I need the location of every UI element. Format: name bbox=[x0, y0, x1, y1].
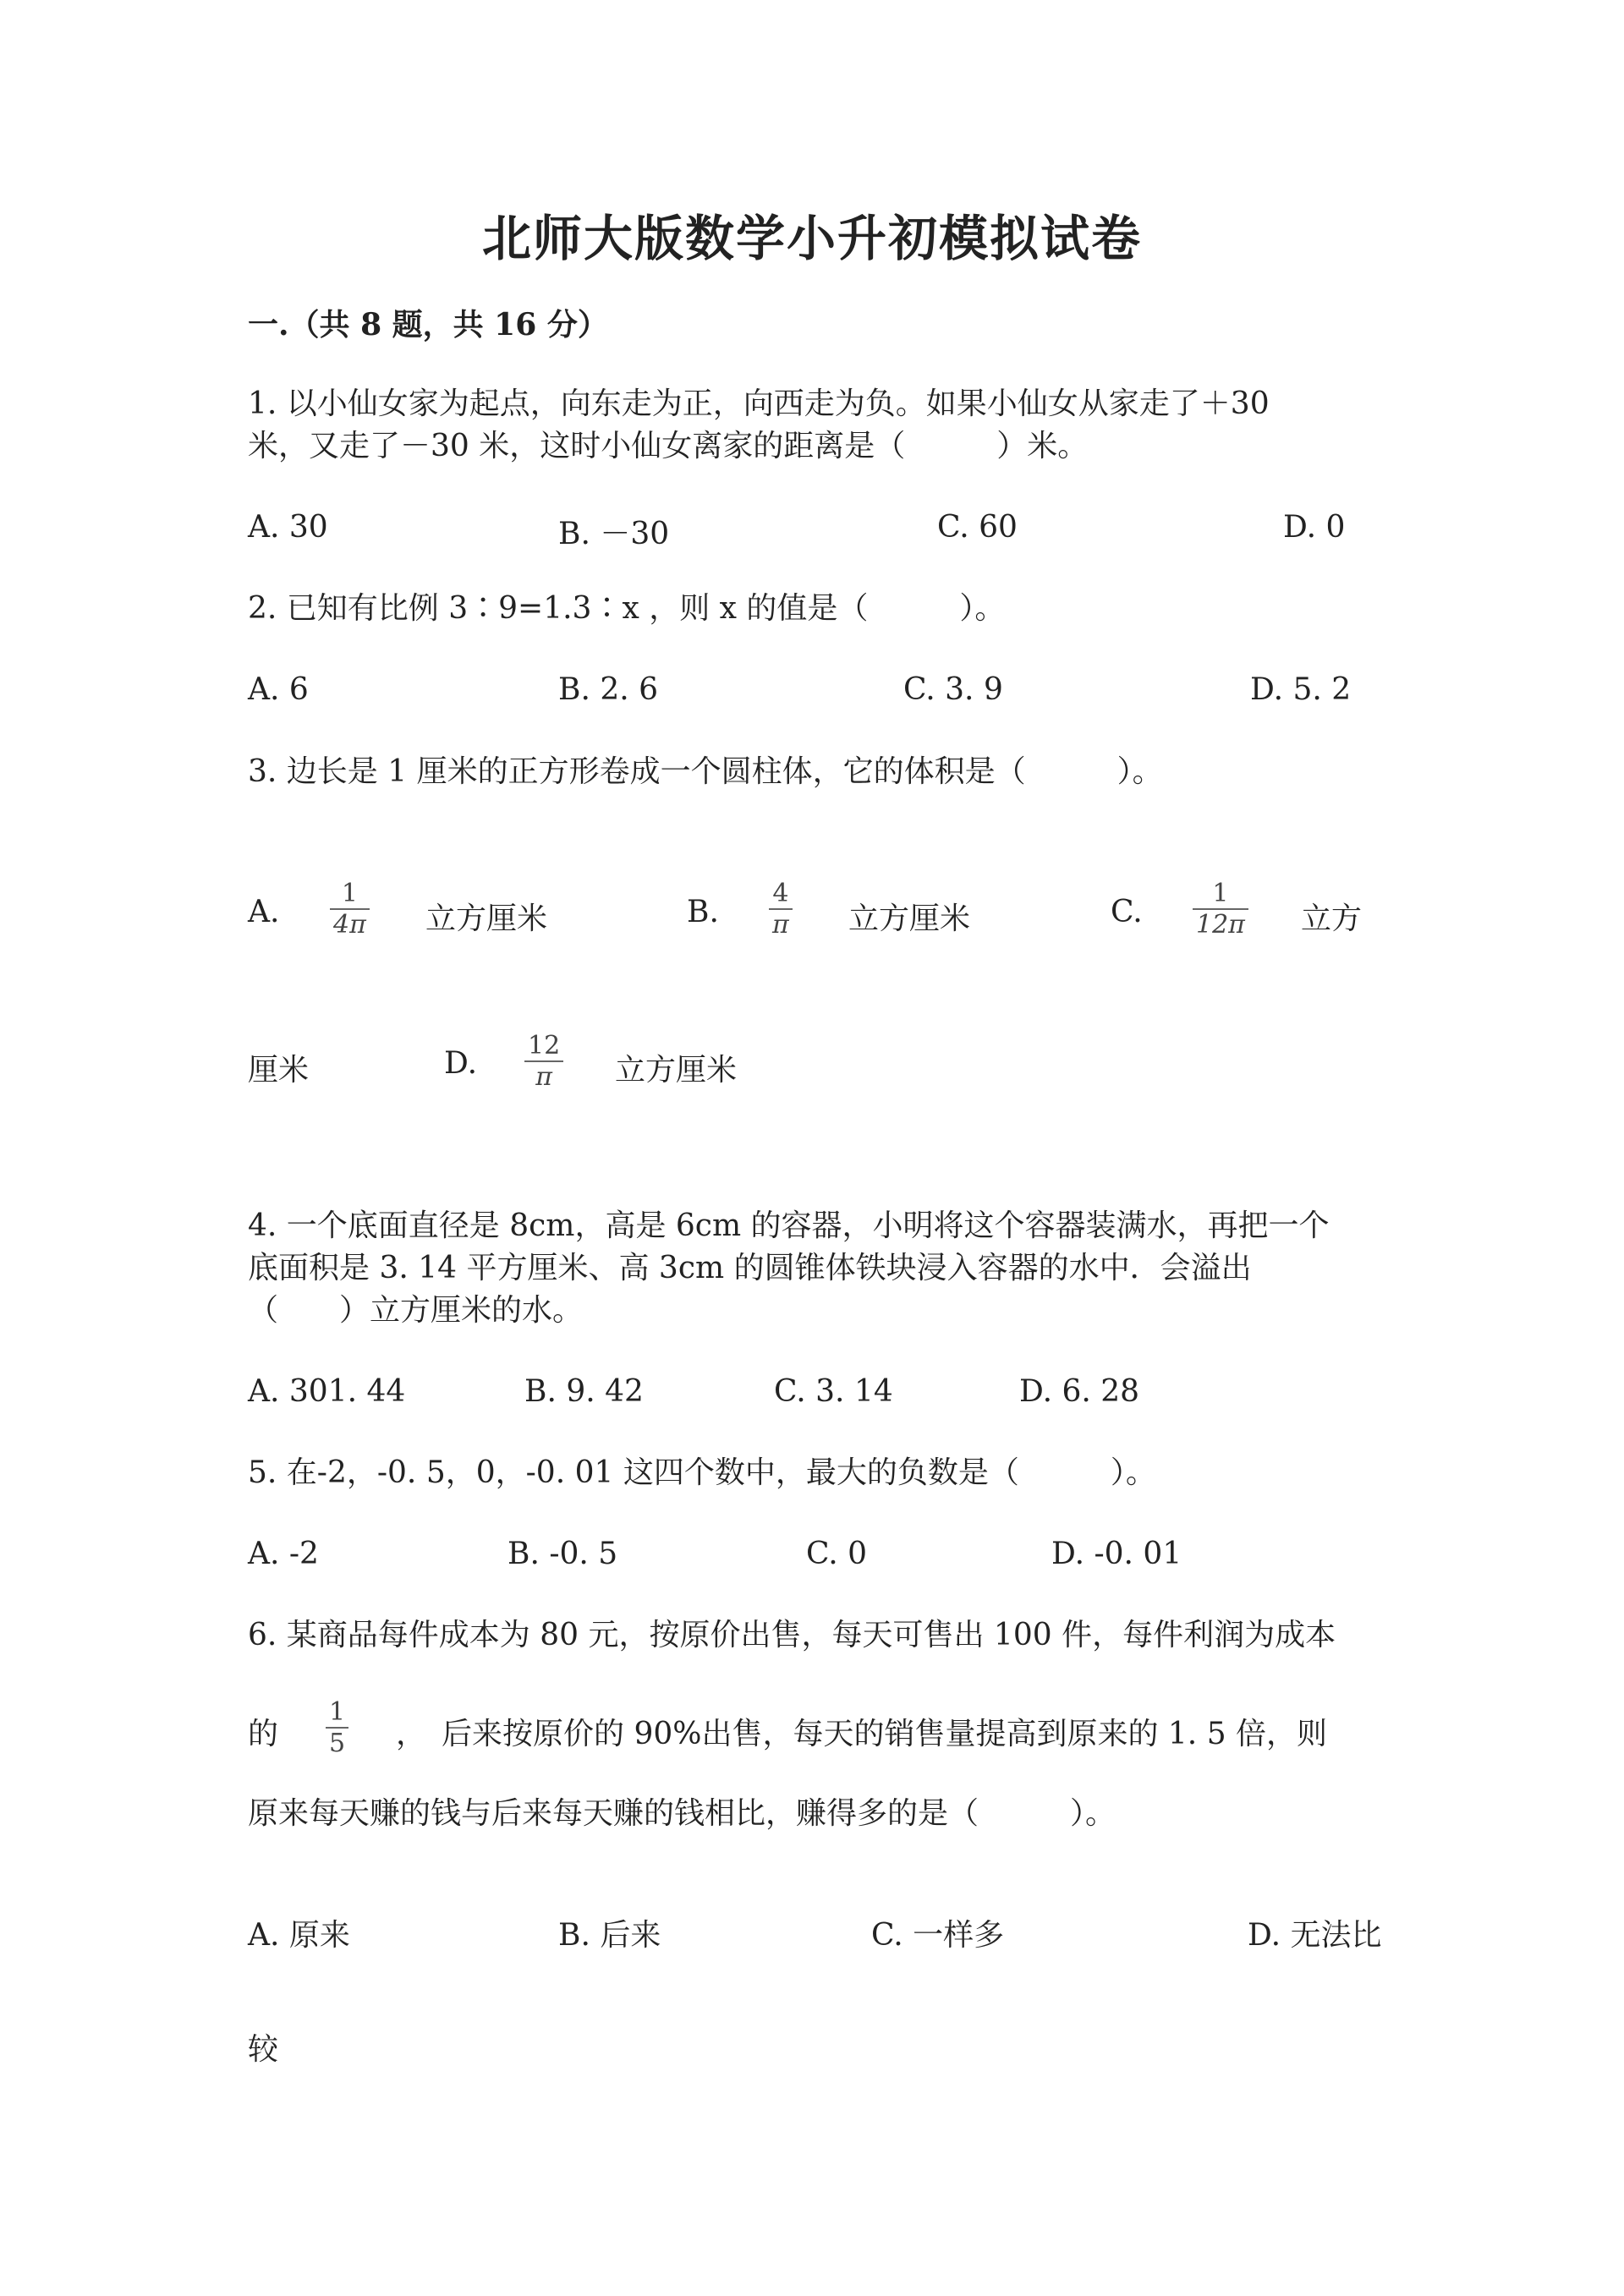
fraction-denominator: π bbox=[772, 910, 789, 940]
question-6-line-3: 原来每天赚的钱与后来每天赚的钱相比，赚得多的是（ ）。 bbox=[248, 1796, 1116, 1831]
fraction-denominator: π bbox=[535, 1062, 552, 1092]
question-6-option-c: C. 一样多 bbox=[871, 1918, 1005, 1953]
question-3-option-d-unit: 立方厘米 bbox=[615, 1053, 738, 1088]
question-2-option-c: C. 3. 9 bbox=[903, 672, 1003, 707]
question-2-option-b: B. 2. 6 bbox=[558, 672, 659, 707]
fraction-denominator: 4π bbox=[333, 910, 366, 940]
question-4-option-b: B. 9. 42 bbox=[524, 1374, 644, 1409]
question-4-option-c: C. 3. 14 bbox=[774, 1374, 893, 1409]
question-1-line-2: 米，又走了－30 米，这时小仙女离家的距离是（ ）米。 bbox=[248, 429, 1089, 463]
page-title: 北师大版数学小升初模拟试卷 bbox=[481, 210, 1142, 267]
question-2-option-a: A. 6 bbox=[248, 672, 309, 707]
question-6-line-2-prefix: 的 bbox=[248, 1717, 279, 1751]
question-1-option-a: A. 30 bbox=[248, 510, 328, 545]
question-3-option-c-unit: 立方 bbox=[1301, 901, 1363, 936]
question-1-option-c: C. 60 bbox=[937, 510, 1018, 545]
fraction-denominator: 12π bbox=[1196, 910, 1245, 940]
question-6-line-2: ， 后来按原价的 90%出售，每天的销售量提高到原来的 1. 5 倍，则 bbox=[396, 1717, 1328, 1751]
question-4-line-1: 4. 一个底面直径是 8cm，高是 6cm 的容器，小明将这个容器装满水，再把一个 bbox=[248, 1208, 1330, 1243]
question-3-option-b-label: B. bbox=[687, 895, 719, 929]
question-3-option-a-label: A. bbox=[248, 895, 280, 929]
question-3-option-c-unit-continued: 厘米 bbox=[248, 1053, 310, 1088]
question-3-option-d-label: D. bbox=[444, 1046, 478, 1081]
question-4-line-2: 底面积是 3. 14 平方厘米、高 3cm 的圆锥体铁块浸入容器的水中．会溢出 bbox=[248, 1251, 1252, 1285]
fraction-numerator: 12 bbox=[528, 1031, 561, 1060]
question-5-line-1: 5. 在-2，-0. 5，0，-0. 01 这四个数中，最大的负数是（ ）。 bbox=[248, 1455, 1156, 1490]
question-4-option-d: D. 6. 28 bbox=[1019, 1374, 1140, 1409]
question-2-line-1: 2. 已知有比例 3∶9=1.3∶x ，则 x 的值是（ ）。 bbox=[248, 591, 1006, 626]
question-5-option-b: B. -0. 5 bbox=[508, 1537, 618, 1571]
question-4-line-3: （ ）立方厘米的水。 bbox=[248, 1293, 584, 1328]
fraction-numerator: 1 bbox=[329, 1697, 346, 1727]
question-4-option-a: A. 301. 44 bbox=[248, 1374, 406, 1409]
question-5-option-d: D. -0. 01 bbox=[1051, 1537, 1182, 1571]
question-1-option-d: D. 0 bbox=[1283, 510, 1346, 545]
question-2-option-d: D. 5. 2 bbox=[1250, 672, 1352, 707]
question-5-option-a: A. -2 bbox=[248, 1537, 319, 1571]
question-3-option-a-unit: 立方厘米 bbox=[425, 901, 548, 936]
question-3-option-d-fraction bbox=[524, 1032, 563, 1093]
question-5-option-c: C. 0 bbox=[806, 1537, 868, 1571]
section-heading: 一.（共 8 题，共 16 分） bbox=[248, 307, 608, 342]
question-6-fraction bbox=[326, 1698, 348, 1759]
question-3-option-b-fraction bbox=[769, 879, 793, 940]
question-6-option-b: B. 后来 bbox=[558, 1918, 661, 1953]
fraction-numerator: 1 bbox=[341, 879, 358, 908]
fraction-numerator: 4 bbox=[772, 879, 789, 908]
question-6-option-a: A. 原来 bbox=[248, 1918, 350, 1953]
fraction-denominator: 5 bbox=[329, 1729, 346, 1758]
question-3-option-c-fraction bbox=[1193, 879, 1248, 940]
question-6-line-1: 6. 某商品每件成本为 80 元，按原价出售，每天可售出 100 件，每件利润为成本 bbox=[248, 1618, 1336, 1652]
question-3-line-1: 3. 边长是 1 厘米的正方形卷成一个圆柱体，它的体积是（ ）。 bbox=[248, 754, 1163, 789]
fraction-numerator: 1 bbox=[1212, 879, 1229, 908]
question-6-option-d-continued: 较 bbox=[248, 2032, 279, 2067]
question-3-option-c-label: C. bbox=[1111, 895, 1143, 929]
question-1-option-b: B. －30 bbox=[558, 517, 670, 551]
question-6-option-d: D. 无法比 bbox=[1248, 1918, 1382, 1953]
question-1-line-1: 1. 以小仙女家为起点，向东走为正，向西走为负。如果小仙女从家走了＋30 bbox=[248, 386, 1270, 421]
question-3-option-b-unit: 立方厘米 bbox=[848, 901, 971, 936]
question-3-option-a-fraction bbox=[330, 879, 370, 940]
